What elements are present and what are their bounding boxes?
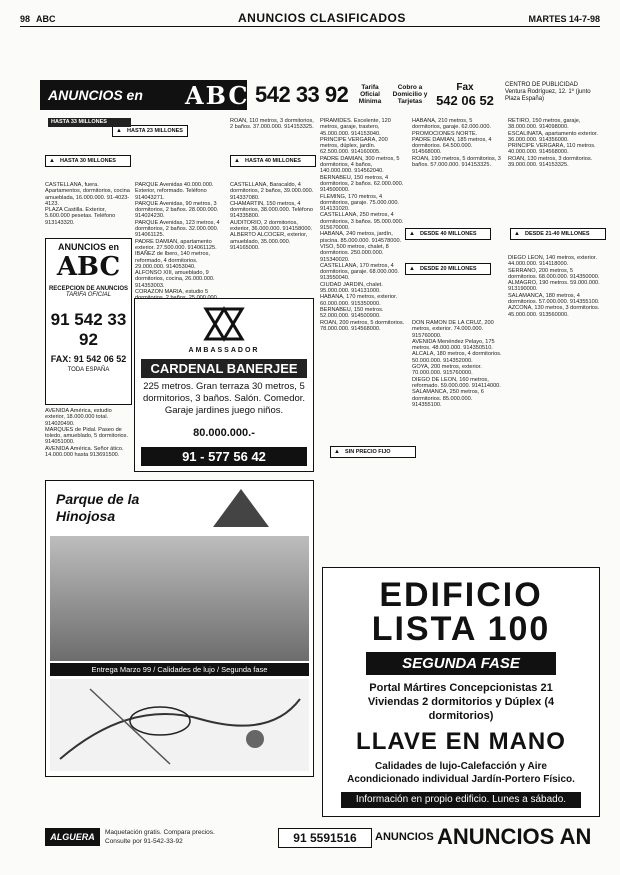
ambassador-logo-icon: [204, 307, 244, 341]
classified-item: MARQUES de Pidal. Paseo de toledo, amueblado, 5 dormitorios. 914051000.: [45, 426, 129, 446]
classified-column-6: [508, 255, 600, 555]
classified-item: ROAN, 110 metros, 3 dormitorios, 2 baños. 37.000.000. 914153325.: [230, 118, 314, 131]
tag-hasta23: ▲ HASTA 23 MILLONES: [112, 125, 188, 137]
bottom-anuncios-large: ANUNCIOS AN: [437, 824, 592, 849]
anuncios-en-label: ANUNCIOS en: [48, 87, 143, 103]
parque-title-2: Hinojosa: [56, 508, 116, 524]
tag-hasta30: ▲ HASTA 30 MILLONES: [45, 155, 131, 167]
classified-item: ALFONSO XIII, amueblado, 9 dormitorios, cocina, 26.000.000. 914353003.: [135, 270, 215, 289]
classified-column-3: [230, 182, 315, 294]
ambassador-ad: [134, 298, 314, 472]
classified-item: CASTELLANA, Baracaldo, 4 dormitorios, 2 baños, 39.000.000. 914337080.: [230, 182, 314, 201]
abc-logo: ABC: [185, 81, 250, 110]
banner-phone: 542 33 92: [255, 82, 349, 107]
classified-item: ESCALINATA, apartamento exterior. 36.000.000. 914356000.: [508, 130, 598, 143]
classified-item: PARQUE Avenidas, 123 metros, 4 dormitorios, 2 baños. 32.000.000. 914061125.: [135, 219, 220, 239]
classified-item: PRINCIPE VERGARA, 200 metros, dúplex, jardín. 62.500.000. 914160005.: [320, 136, 388, 156]
classified-item: AZCONA, 130 metros, 3 dormitorios. 45.000.000. 913560000.: [508, 305, 600, 318]
edificio-calidades: Calidades de lujo-Calefacción y Aire Acondicionado individual Jardín-Portero Físico.: [347, 761, 575, 785]
classified-item: AVENIDA Menéndez Pelayo, 175 metros. 48.000.000. 914350510.: [412, 338, 495, 352]
abc-box-fax: FAX: 91 542 06 52: [50, 354, 127, 364]
building-photo: [50, 536, 309, 661]
abc-box-anuncios: ANUNCIOS en: [57, 242, 119, 252]
page-number: 98: [20, 14, 31, 24]
classified-item: CIUDAD JARDIN, chalet. 95.000.000. 914131000.: [320, 281, 383, 295]
ambassador-brand: AMBASSADOR: [188, 347, 260, 354]
parque-hinojosa-ad: [45, 480, 314, 777]
classified-item: ALBERTO ALCOCER, exterior, amueblado, 35.000.000. 914165000.: [230, 232, 308, 251]
classified-item: CASTELLANA, 170 metros, 4 dormitorios, garaje. 68.000.000. 913550040.: [320, 262, 399, 282]
fax-label: Fax: [456, 82, 474, 93]
classified-item: PADRE DAMIAN, apartamento exterior. 27.500.000. 914061125.: [135, 238, 217, 251]
classified-item: PARQUE Avenidas, 90 metros, 3 dormitorios, 2 baños. 28.000.000. 914024230.: [135, 200, 219, 220]
classified-item: PRINCIPE VERGARA, 110 metros. 40.000.000. 914568000.: [508, 143, 596, 156]
date-label: MARTES 14-7-98: [528, 14, 600, 24]
edificio-lista: LISTA 100: [371, 610, 551, 648]
classified-item: ROAN, 200 metros, 5 dormitorios. 78.000.000. 914568000.: [320, 319, 405, 332]
classified-item: PIRAMIDES. Excelente, 120 metros, garaje, trastero, 45.000.000. 914153040.: [320, 118, 391, 137]
classified-item: PARQUE Avenidas 40.000.000. Exterior, reformado. Teléfono 914043271.: [135, 182, 214, 201]
anuncios-banner: [40, 80, 250, 110]
classified-item: HABANA, 170 metros, exterior. 60.000.000. 915350000.: [320, 294, 398, 307]
ambassador-phone: 91 - 577 56 42: [141, 447, 307, 466]
classified-item: SERRANO, 200 metros, 5 dormitorios. 68.000.000. 914350000.: [508, 267, 600, 280]
edificio-lista-ad: [322, 567, 600, 817]
classified-item: CHAMARTIN, 150 metros, 4 dormitorios, 38.000.000. Teléfono 914335800.: [230, 200, 313, 220]
tag-desde40: ▲ DESDE 40 MILLONES: [405, 228, 491, 240]
tag-hasta33: HASTA 33 MILLONES: [48, 118, 131, 127]
tag-desde20: ▲ DESDE 20 MILLONES: [405, 263, 491, 275]
classified-column-5-top: [412, 118, 502, 218]
brand-label: ABC: [36, 14, 56, 24]
tag-desde21: ▲ DESDE 21-40 MILLONES: [510, 228, 606, 240]
classified-item: DON RAMON DE LA CRUZ, 200 metros, exterior. 74.000.000. 915760000.: [412, 320, 494, 339]
ambassador-street: CARDENAL BANERJEE: [141, 359, 307, 378]
ambassador-description: 225 metros. Gran terraza 30 metros, 5 dormitorios, 3 baños. Salón. Comedor. Garaje jardines juego niños.: [142, 381, 306, 416]
tag-hasta40: ▲ HASTA 40 MILLONES: [230, 155, 316, 167]
classified-column-6-top: [508, 118, 600, 218]
classified-item: BERNABEU, 150 metros, 4 dormitorios, 2 baños. 62.000.000. 914500000.: [320, 174, 404, 194]
bottom-text-2: Consulte por 91-542-33-92: [105, 838, 183, 845]
classified-item: BERNABEU, 150 metros. 52.000.000. 914500900.: [320, 306, 384, 320]
classified-column-1-bottom: [45, 408, 130, 476]
parque-caption: Entrega Marzo 99 / Calidades de lujo / Segunda fase: [50, 663, 309, 676]
tarifa-label: Tarifa Oficial Mínima: [358, 84, 382, 105]
classified-item: FLEMING, 170 metros, 4 dormitorios, garaje. 75.000.000. 914131020.: [320, 193, 399, 213]
classified-item: SALAMANCA, 180 metros, 4 dormitorios. 57.000.000. 914355100.: [508, 292, 600, 306]
classified-item: PADRE DAMIAN, 185 metros, 4 dormitorios. 64.500.000. 914568000.: [412, 136, 492, 156]
parque-logo-icon: [211, 487, 271, 529]
publicidad-address: CENTRO DE PUBLICIDAD Ventura Rodríguez, 12. 1º (junto Plaza España): [505, 82, 591, 102]
abc-box-logo: ABC: [56, 252, 121, 282]
cobro-label: Cobro a Domicilio y Tarjetas: [392, 84, 428, 105]
tag-sin-precio: ▲ SIN PRECIO FIJO: [330, 446, 416, 458]
classified-column-3-top: [230, 118, 315, 153]
classified-item: ROAN, 190 metros, 5 dormitorios, 3 baños. 57.000.000. 914153325.: [412, 155, 501, 169]
segunda-fase-banner: SEGUNDA FASE: [366, 652, 556, 675]
bottom-strip: [45, 826, 600, 866]
ambassador-price: 80.000.000.-: [193, 427, 255, 439]
classified-item: IBAÑEZ de Ibero, 140 metros, reformado, 4 dormitorios. 29.000.000. 914053040.: [135, 251, 210, 270]
classified-item: DIEGO DE LEON, 160 metros, reformado. 59.000.000. 914114000.: [412, 376, 501, 389]
alguera-logo: ALGUERA: [45, 828, 100, 846]
classified-item: GOYA, 200 metros, exterior. 70.000.000. 915760000.: [412, 364, 482, 377]
fax-block: [430, 82, 500, 108]
abc-box-tarifa: TARIFA OFICIAL: [65, 292, 112, 298]
bottom-anuncios-small: ANUNCIOS: [375, 831, 434, 843]
section-title: ANUNCIOS CLASIFICADOS: [238, 11, 406, 25]
classified-item: CASTELLANA, 250 metros, 4 dormitorios, 3 baños. 95.000.000. 915670000.: [320, 212, 404, 232]
classified-item: AVENIDA América, estudio exterior, 18.000.000 total. 914020490.: [45, 408, 112, 427]
classified-column-5: [412, 320, 502, 560]
classified-item: HABANA, 240 metros, jardín, piscina. 85.000.000. 914578000.: [320, 231, 402, 244]
edificio-portal: Portal Mártires Concepcionistas 21: [369, 682, 553, 694]
classified-item: DIEGO LEON, 140 metros, exterior. 44.000.000. 914118000.: [508, 255, 597, 268]
edificio-title: EDIFICIO: [379, 576, 543, 614]
location-map: [50, 679, 309, 771]
classified-column-4: [320, 118, 405, 440]
abc-recepcion-box: [45, 238, 132, 405]
page-header: [20, 10, 600, 27]
classified-item: RETIRO, 150 metros, garaje, 38.000.000. 914098000.: [508, 118, 581, 131]
classified-item: ALCALA, 180 metros, 4 dormitorios. 50.000.000. 914352000.: [412, 351, 502, 364]
llave-en-mano: LLAVE EN MANO: [356, 728, 566, 755]
edificio-viviendas: Viviendas 2 dormitorios y Dúplex (4 dormitorios): [367, 696, 555, 722]
classified-column-2: [135, 182, 225, 294]
classified-item: ALMAGRO, 190 metros. 59.000.000. 913190000.: [508, 280, 600, 293]
classified-item: ROAN, 130 metros, 3 dormitorios. 39.000.000. 914153325.: [508, 155, 593, 169]
classified-item: PADRE DAMIAN, 300 metros, 5 dormitorios, 4 baños, 140.000.000. 914562040.: [320, 155, 400, 175]
classified-column-1-top: [45, 182, 130, 237]
abc-box-phone: 91 542 33 92: [50, 310, 127, 349]
abc-box-recepcion: RECEPCION DE ANUNCIOS: [48, 286, 129, 292]
edificio-info: Información en propio edificio. Lunes a sábado.: [341, 792, 581, 808]
classified-item: CASTELLANA, fuera. Apartamentos, dormitorios, cocina amueblada, 16.000.000. 91-4023-4123.: [45, 182, 130, 207]
classified-item: HABANA, 210 metros, 5 dormitorios, garaje. 62.000.000. PROMOCIONES NORTE.: [412, 118, 491, 137]
classified-item: SALAMANCA, 250 metros, 6 dormitorios. 85.000.000. 914355100.: [412, 389, 484, 408]
classified-item: AVENIDA América. Señor ático. 14.000.000 hasta 913691500.: [45, 445, 124, 459]
bottom-text-1: Maquetación gratis. Compara precios.: [105, 829, 215, 836]
abc-box-espana: TODA ESPAÑA: [67, 367, 110, 373]
parque-title-1: Parque de la: [56, 491, 140, 507]
classified-item: CORAZON MARIA, estudio 5: [135, 289, 209, 296]
fax-number: 542 06 52: [436, 93, 494, 108]
classified-item: AUDITORIO, 2 dormitorios, exterior, 36.000.000. 914158000.: [230, 219, 313, 233]
classified-item: PLAZA Castilla. Exterior, 5.600.000 pesetas. Teléfono 913143320.: [45, 207, 116, 226]
classified-item: VISO, 500 metros, chalet, 8 dormitorios. 250.000.000. 915340020.: [320, 243, 389, 263]
bottom-phone: 91 5591516: [278, 828, 372, 848]
